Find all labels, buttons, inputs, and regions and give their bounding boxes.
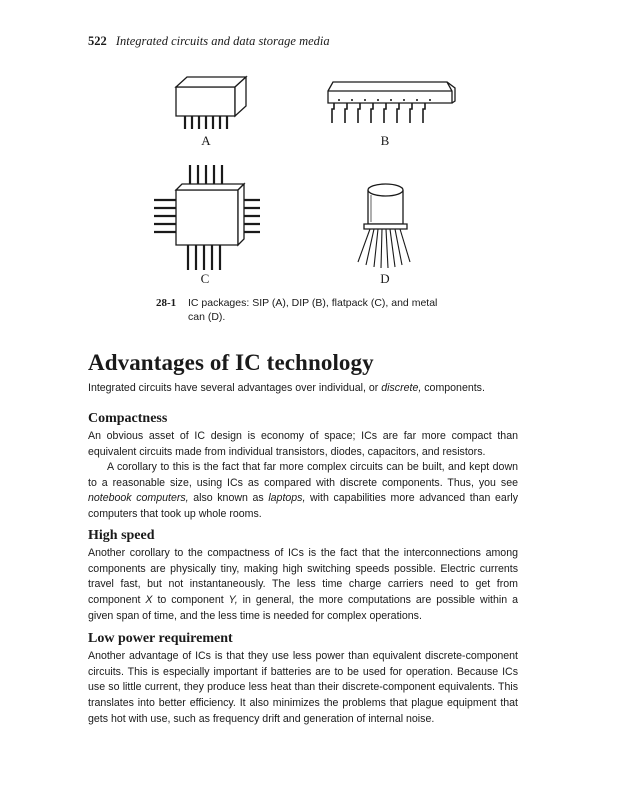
sip-package-drawing (176, 77, 246, 129)
low-power-heading: Low power requirement (88, 631, 233, 646)
figure-label-b: B (380, 133, 390, 148)
page-number: 522 (88, 34, 107, 48)
compactness-paragraph-2: A corollary to this is the fact that far more complex circuits can be built, and kept down to a reasonable size, using ICs as compared with discrete components. Thus, you see notebook computers, also known as laptops, with capabilities more advanced than early computers that took up whole rooms. (88, 461, 518, 521)
high-speed-paragraph: Another corollary to the compactness of ICs is the fact that the interconnections among components are physically tiny, making high switching speeds possible. Electric currents travel fast, but not instantaneously. The less time charge carriers need to get from component X to component Y, in general, the more computations are possible within a given span of time, and the less time is needed for complex operations. (88, 547, 518, 622)
figure-caption-text: IC packages: SIP (A), DIP (B), flatpack (C), and metal can (D). (188, 297, 438, 323)
metal-can-package-drawing (358, 184, 410, 268)
low-power-paragraph: Another advantage of ICs is that they use less power than equivalent discrete-component circuits. This is especially important if batteries are to be used for operation. Because ICs use so little current, they produce less heat than their discrete-component equivalents. This translates into better efficiency. It also minimizes the problems that plague equipment that gets hot with use, such as frequency drift and generation of internal noise. (88, 650, 518, 725)
figure-label-d: D (380, 271, 390, 286)
compactness-heading: Compactness (88, 411, 168, 426)
running-title: Integrated circuits and data storage media (115, 34, 330, 48)
section-title: Advantages of IC technology (88, 350, 374, 375)
figure-label-a: A (201, 133, 211, 148)
ic-packages-figure (0, 0, 627, 300)
figure-number: 28-1 (156, 297, 177, 309)
compactness-paragraph-1: An obvious asset of IC design is economy of space; ICs are far more compact than equivalent circuits made from individual transistors, diodes, capacitors, and resistors. (88, 430, 518, 458)
intro-paragraph: Integrated circuits have several advantages over individual, or discrete, components. (88, 382, 485, 394)
figure-label-c: C (200, 271, 210, 286)
high-speed-heading: High speed (88, 528, 155, 543)
dip-package-drawing (328, 82, 455, 123)
flatpack-package-drawing (154, 165, 260, 270)
